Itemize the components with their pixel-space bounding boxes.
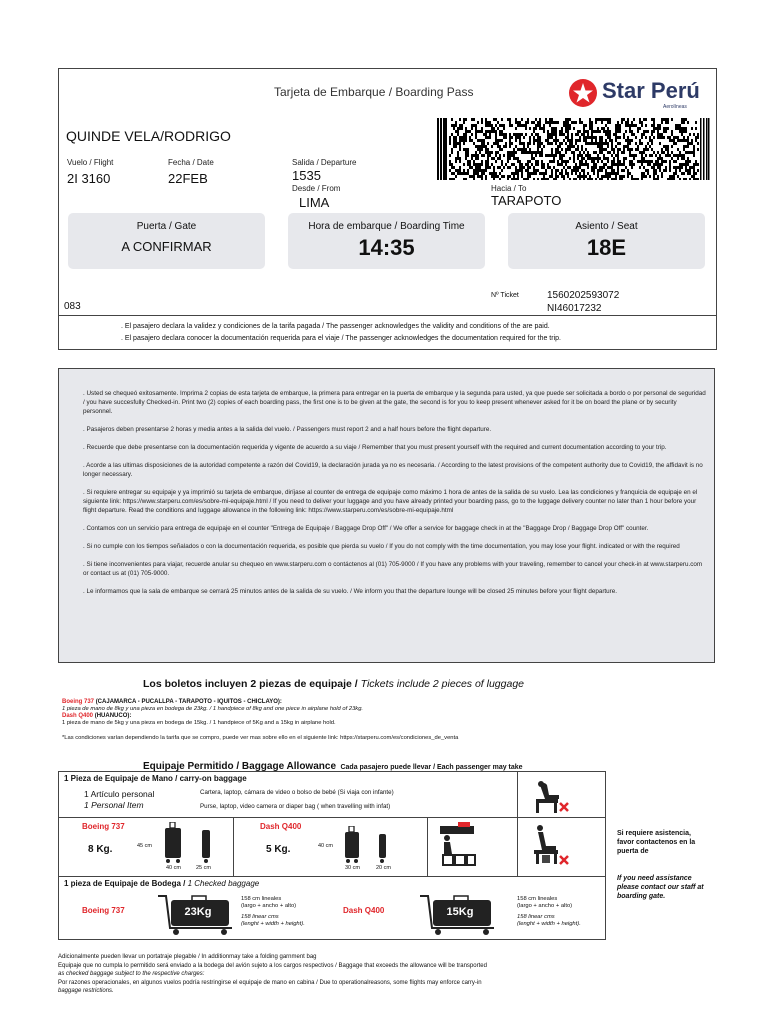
footer-line-1: Adicionalmente pueden llevar un portatraje plegable / In additionmay take a folding garnment bag xyxy=(58,954,317,960)
boeing-luggage-label: Boeing 737 xyxy=(62,699,95,705)
boarding-pass-title: Tarjeta de Embarque / Boarding Pass xyxy=(274,85,474,99)
brand-logo xyxy=(568,76,708,116)
note-4: . Acorde a las ultimas disposiciones de la autoridad competente a razón del Covid19, la declaración jurada ya no es necesaria. / According to the latest provisions of the competent authority due to Covid19, the affidavit is no longer necessary. xyxy=(83,462,703,478)
luggage-heading-en: Tickets include 2 pieces of luggage xyxy=(360,678,524,690)
from-label: Desde / From xyxy=(292,184,341,193)
gate-value: A CONFIRMAR xyxy=(121,239,212,254)
boeing-checked-label: Boeing 737 xyxy=(82,906,125,915)
dash-linear-en: 158 linear cms xyxy=(517,914,555,920)
personal-item-en: 1 Personal Item xyxy=(84,800,144,810)
assistance-note-en: If you need assistance please contact our staff at boarding gate. xyxy=(617,875,704,900)
dash-carry-weight: 5 Kg. xyxy=(266,844,291,855)
dash-luggage-routes: (HUANUCO): xyxy=(94,713,132,719)
boeing-linear-en-sub: (lenght + width + height). xyxy=(241,921,305,927)
dash-dim-depth: 20 cm xyxy=(376,865,391,871)
date-label: Fecha / Date xyxy=(168,158,214,167)
pdf417-barcode xyxy=(437,118,710,180)
checked-title-en: 1 Checked baggage xyxy=(187,879,260,888)
assistance-note-es: Si requiere asistencia, favor contactenos en la puerta de xyxy=(617,830,696,855)
boeing-luggage-routes: (CAJAMARCA - PUCALLPA - TARAPOTO - IQUITOS - CHICLAYO): xyxy=(95,699,282,705)
declaration-2: . El pasajero declara conocer la documentación requerida para el viaje / The passenger acknowledges the documentation required for the trip. xyxy=(121,335,561,342)
star-logo-icon xyxy=(568,78,598,108)
dash-luggage-line xyxy=(62,713,131,719)
conditions-note: *Las condiciones varían dependiendo la tarifa que se compro, puede ver mas sobre ello en el siguiente link: https://starperu.com/es/condiciones_de_venta xyxy=(62,735,459,741)
flight-date: 22FEB xyxy=(168,171,208,186)
seat-label: Asiento / Seat xyxy=(575,221,638,232)
boarding-time-box xyxy=(288,213,485,269)
personal-item-desc-en: Purse, laptop, video camera or diaper bag ( when travelling with infat) xyxy=(200,803,391,810)
luggage-heading-es: Los boletos incluyen 2 piezas de equipaje / xyxy=(143,678,358,690)
dash-linear-en-sub: (lenght + width + height). xyxy=(517,921,581,927)
dash-checked-weight: 15Kg xyxy=(446,906,474,918)
flight-number: 2I 3160 xyxy=(67,171,111,186)
checked-title xyxy=(64,879,259,888)
allowance-heading-sub: Cada pasajero puede llevar / Each passenger may take xyxy=(340,764,523,771)
gate-box xyxy=(68,213,265,269)
ticket-code: 083 xyxy=(64,301,81,312)
dash-dim-height: 40 cm xyxy=(318,843,333,849)
dash-linear-es: 158 cm lineales xyxy=(517,896,558,902)
boarding-time-label: Hora de embarque / Boarding Time xyxy=(308,221,465,232)
row-divider-2 xyxy=(58,876,606,877)
note-9: . Le informamos que la sala de embarque se cerrará 25 minutos antes de la salida de su vuelo. / We inform you that the departure lounge will be closed 25 minutes before your flight departure. xyxy=(83,588,618,595)
boeing-dim-height: 45 cm xyxy=(137,843,152,849)
destination-city: TARAPOTO xyxy=(491,193,562,208)
note-2: . Pasajeros deben presentarse 2 horas y media antes a la salida del vuelo. / Passengers must report 2 and a half hours before the flight departure. xyxy=(83,426,492,433)
footer-notes xyxy=(58,953,487,996)
flight-label: Vuelo / Flight xyxy=(67,158,114,167)
boeing-carry-weight: 8 Kg. xyxy=(88,844,113,855)
dash-linear-es-sub: (largo + ancho + alto) xyxy=(517,903,573,909)
note-7: . Si no cumple con los tiempos señalados o con la documentación requerida, es posible que pierda su vuelo / If you do not comply with the time documentation, you may lose your flight. indicated or with the required xyxy=(83,543,680,550)
ticket-number: 1560202593072 xyxy=(547,290,620,301)
declarations-divider xyxy=(58,315,716,316)
personal-item-es: 1 Artículo personal xyxy=(84,789,155,799)
allowance-heading-main: Equipaje Permitido / Baggage Allowance xyxy=(143,761,337,772)
carry-on-seat-icon xyxy=(528,779,572,815)
note-6: . Contamos con un servicio para entrega de equipaje en el counter "Entrega de Equipaje / Baggage Drop Off" / We offer a service for baggage check in at the "Baggage Drop / Baggage Drop Off" counter. xyxy=(83,525,649,532)
boeing-dim-width: 40 cm xyxy=(166,865,181,871)
footer-line-5: baggage restrictions. xyxy=(58,988,114,995)
boeing-luggage-detail: 1 pieza de mano de 8kg y una pieza en bodega de 23kg. / 1 handpiece of 8kg and one piece in airplane hold of 23kg. xyxy=(62,706,364,712)
boeing-luggage-line xyxy=(62,699,282,705)
note-3: . Recuerde que debe presentarse con la documentación requerida y vigente de acuerdo a su viaje / Remember that you must present yourself with the required and current documentation according to your trip. xyxy=(83,444,667,451)
boeing-dim-depth: 25 cm xyxy=(196,865,211,871)
seat-value: 18E xyxy=(586,235,627,260)
dash-checked-label: Dash Q400 xyxy=(343,906,385,915)
ticket-label: Nº Ticket xyxy=(491,292,519,299)
boeing-linear-es: 158 cm lineales xyxy=(241,896,282,902)
origin-city: LIMA xyxy=(299,195,330,210)
col-divider-2 xyxy=(427,817,428,876)
brand-sub: Aerolíneas xyxy=(663,104,687,110)
to-label: Hacia / To xyxy=(491,184,527,193)
boeing-suitcase-icon xyxy=(161,822,221,864)
footer-line-3: as checked baggage subject to the respective charges: xyxy=(58,971,205,978)
dash-dim-width: 30 cm xyxy=(345,865,360,871)
carry-on-title: 1 Pieza de Equipaje de Mano / carry-on baggage xyxy=(64,774,247,783)
under-seat-icon xyxy=(528,822,572,868)
dash-carry-label: Dash Q400 xyxy=(260,822,302,831)
row-divider-1 xyxy=(58,817,606,818)
dash-luggage-detail: 1 pieza de mano de 5kg y una pieza en bodega de 15kg. / 1 handpiece of 5Kg and a 15kg in airplane hold. xyxy=(62,720,336,726)
overhead-bin-icon xyxy=(438,822,482,868)
note-5: . Si requiere entregar su equipaje y ya imprimió su tarjeta de embarque, diríjase al counter de entrega de equipaje como máximo 1 hora de antes de la salida de su vuelo. Lea las condiciones y franquicia de equipaje en el siguiente link: https://www.starperu.com/es/sobre-mi-equipaje.html / If you need to deliver your luggage and you have already printed your boarding pass, go to the luggage delivery counter no later than 1 hour before your flight departure. Read the conditions and luggage allowance in the following link: https://www.starperu.com/es/sobre-mi-equipaje.html xyxy=(83,489,698,514)
col-divider-3 xyxy=(517,771,518,876)
note-8: . Si tiene inconvenientes para viajar, recuerde anular su chequeo en www.starperu.com o contáctenos al (01) 705-9000 / If you have any problems with your traveling, remember to cancel your check-in at www.starperu.com or contact us at (01) 705-9000. xyxy=(83,561,703,577)
boeing-linear-es-sub: (largo + ancho + alto) xyxy=(241,903,297,909)
personal-item-desc-es: Cartera, laptop, cámara de video o bolso de bebé (Si viaja con infante) xyxy=(200,789,394,796)
checked-title-es: 1 pieza de Equipaje de Bodega / xyxy=(64,879,186,888)
notes-box xyxy=(58,368,715,663)
footer-line-4: Por razones operacionales, en algunos vuelos podría restringirse el equipaje de mano en cabina / Due to operationalreasons, some flights may enforce carry-in xyxy=(58,979,482,986)
col-divider-1 xyxy=(233,817,234,876)
boeing-carry-label: Boeing 737 xyxy=(82,822,125,831)
boeing-checked-weight: 23Kg xyxy=(184,906,212,918)
seat-box xyxy=(508,213,705,269)
note-1: . Usted se chequeó exitosamente. Imprima 2 copias de esta tarjeta de embarque, la primera para entregar en la puerta de embarque y la segunda para usted, ya que puede ser solicitada a bordo o por personal de seguridad / you have succesfully Checked-in. Print two (2) copies of each boarding pass, the first one is to be given at the gate, the second is for you to keep present whenever asked for it be on board the plane or by security personnel. xyxy=(83,390,706,415)
departure-time: 1535 xyxy=(292,168,321,183)
brand-name: Star Perú xyxy=(602,78,700,103)
gate-label: Puerta / Gate xyxy=(136,221,197,232)
footer-line-2: Equipaje que no cumpla lo permitido será enviado a la bodega del avión sujeto a los cargos respectivos / Baggage that exceeds the allowance will be transported xyxy=(58,962,487,969)
luggage-heading xyxy=(143,678,524,690)
declaration-1: . El pasajero declara la validez y condiciones de la tarifa pagada / The passenger acknowledges the validity and conditions of the are paid. xyxy=(121,323,550,330)
passenger-name: QUINDE VELA/RODRIGO xyxy=(66,128,231,144)
departure-label: Salida / Departure xyxy=(292,158,357,167)
boeing-linear-en: 158 linear cms xyxy=(241,914,279,920)
boarding-time-value: 14:35 xyxy=(358,235,415,260)
record-locator: NI46017232 xyxy=(547,303,602,314)
dash-luggage-label: Dash Q400 xyxy=(62,713,94,719)
dash-suitcase-icon xyxy=(341,826,401,864)
